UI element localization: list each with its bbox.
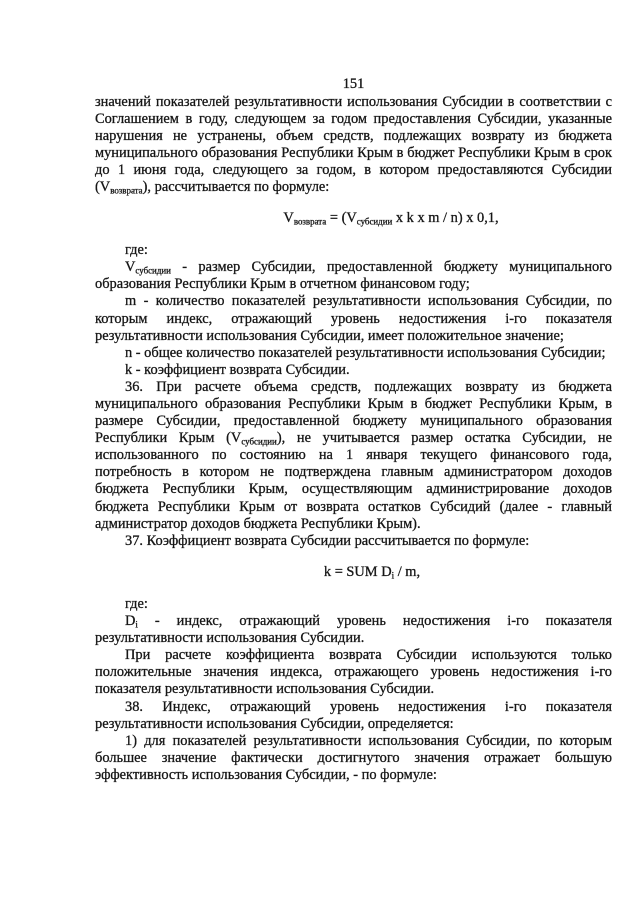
text-run: Соглашением в году, следующем за годом предоставления Субсидии, указанные (95, 110, 612, 127)
text-line (95, 179, 612, 196)
text-line (95, 647, 612, 664)
text-run: результативности использования Субсидии, определяется: (95, 715, 454, 732)
text-line (95, 716, 612, 733)
text-line (95, 311, 612, 328)
text-line (95, 699, 612, 716)
text-run: k - коэффициент возврата Субсидии. (125, 361, 350, 378)
subscript: i (391, 570, 395, 581)
subscript: возврата (293, 216, 327, 227)
paragraph (95, 259, 612, 293)
text-run: n - общее количество показателей результативности использования Субсидии; (125, 344, 606, 361)
formula (95, 564, 612, 581)
text-run: При расчете коэффициента возврата Субсидии используются только (125, 647, 612, 664)
text-line (95, 128, 612, 145)
text-run: образования Республики Крым в отчетном финансовом году; (95, 276, 470, 293)
text-line (95, 379, 612, 396)
text-line (95, 596, 612, 613)
text-run: - индекс, отражающий уровень недостижения i-го показателя (137, 613, 612, 630)
paragraph (95, 596, 612, 613)
text-run: k = SUM D (323, 563, 392, 580)
text-run: ), рассчитывается по формуле: (142, 178, 330, 195)
text-run: муниципального образования Республики Крым в бюджет Республики Крым в срок (95, 144, 612, 161)
paragraph (95, 733, 612, 784)
text-run: = (V (326, 210, 357, 227)
text-line (95, 447, 612, 464)
text-run: результативности использования Субсидии, имеет положительное значение; (95, 327, 564, 344)
text-line (95, 681, 612, 698)
text-run: которым индекс, отражающий уровень недостижения i-го показателя (95, 310, 612, 327)
subscript: субсидии (241, 436, 277, 447)
text-run: 36. При расчете объема средств, подлежащих возврату из бюджета (125, 378, 612, 395)
text-run: / m, (394, 563, 421, 580)
text-run: 1) для показателей результативности использования Субсидии, по которым (125, 732, 612, 749)
text-run: результативности использования Субсидии. (95, 630, 365, 647)
text-run: ), не учитывается размер остатка Субсидии, не (276, 430, 612, 447)
text-line (95, 613, 612, 630)
text-line (95, 345, 612, 362)
paragraph (95, 613, 612, 647)
text-run: положительные значения индекса, отражающего уровень недостижения i-го (95, 664, 612, 681)
paragraph (95, 647, 612, 698)
paragraph (95, 379, 612, 533)
text-run: показателя результативности использования Субсидии. (95, 681, 435, 698)
text-run: 38. Индекс, отражающий уровень недостижения i-го показателя (125, 698, 612, 715)
text-line (95, 413, 612, 430)
subscript: субсидии (135, 265, 171, 276)
text-line (95, 533, 612, 550)
text-line (95, 396, 612, 413)
page-number: 151 (342, 75, 365, 92)
paragraph (95, 533, 612, 550)
text-run: большее значение фактически достигнутого значения отражает большую (95, 749, 612, 766)
text-run: бюджета Республики Крым, осуществляющим администрирование доходов (95, 481, 612, 498)
text-line (95, 733, 612, 750)
text-run: V (125, 259, 136, 276)
text-run: нарушения не устранены, объем средств, подлежащих возврату из бюджета (95, 127, 612, 144)
text-line (95, 94, 612, 111)
text-run: использованного по состоянию на 1 января текущего финансового года, (95, 447, 612, 464)
text-line (95, 664, 612, 681)
text-run: размере Субсидии, предоставленной бюджету муниципального образования (95, 413, 612, 430)
text-run: бюджета Республики Крым от возврата остатков Субсидий (далее - главный (95, 498, 612, 515)
subscript: возврата (110, 185, 143, 196)
text-run: m - количество показателей результативности использования Субсидии, по (125, 293, 612, 310)
text-run: x k x m / n) x 0,1, (392, 210, 499, 227)
text-run: 37. Коэффициент возврата Субсидии рассчитывается по формуле: (125, 532, 530, 549)
text-line (95, 162, 612, 179)
text-run: где: (125, 242, 148, 259)
text-run: значений показателей результативности использования Субсидии в соответствии с (95, 93, 612, 110)
text-run: эффективность использования Субсидии, - по формуле: (95, 766, 437, 783)
text-run: V (283, 210, 294, 227)
text-line (95, 242, 612, 259)
text-run: потребность в котором не подтверждена главным администратором доходов (95, 464, 612, 481)
formula (95, 210, 612, 227)
text-run: администратор доходов бюджета Республики Крым). (95, 515, 421, 532)
paragraph (95, 242, 612, 259)
text-line (95, 430, 612, 447)
text-run: - размер Субсидии, предоставленной бюджету муниципального (170, 259, 612, 276)
text-line (95, 259, 612, 276)
text-line (95, 293, 612, 310)
text-line (95, 145, 612, 162)
text-run: муниципального образования Республики Крым в бюджет Республики Крым, в (95, 396, 612, 412)
text-line (95, 750, 612, 767)
text-line (95, 111, 612, 128)
text-line (95, 499, 612, 516)
text-run: Республики Крым (V (95, 430, 242, 447)
paragraph (95, 293, 612, 344)
subscript: i (135, 619, 138, 630)
text-line (95, 362, 612, 379)
text-line (95, 516, 612, 533)
text-line (95, 767, 612, 784)
paragraph (95, 362, 612, 379)
text-line (95, 328, 612, 345)
formula-line (95, 210, 612, 227)
paragraph (95, 345, 612, 362)
paragraph (95, 94, 612, 197)
paragraph (95, 699, 612, 733)
text-run: D (125, 613, 136, 630)
formula-line (95, 564, 612, 581)
text-run: где: (125, 595, 148, 612)
text-line (95, 481, 612, 498)
subscript: субсидии (356, 216, 393, 227)
text-line (95, 276, 612, 293)
text-run: до 1 июня года, следующего за годом, в котором предоставляются Субсидии (95, 161, 612, 178)
document-body (95, 94, 612, 784)
text-line (95, 464, 612, 481)
text-run: (V (95, 178, 111, 195)
text-line (95, 630, 612, 647)
